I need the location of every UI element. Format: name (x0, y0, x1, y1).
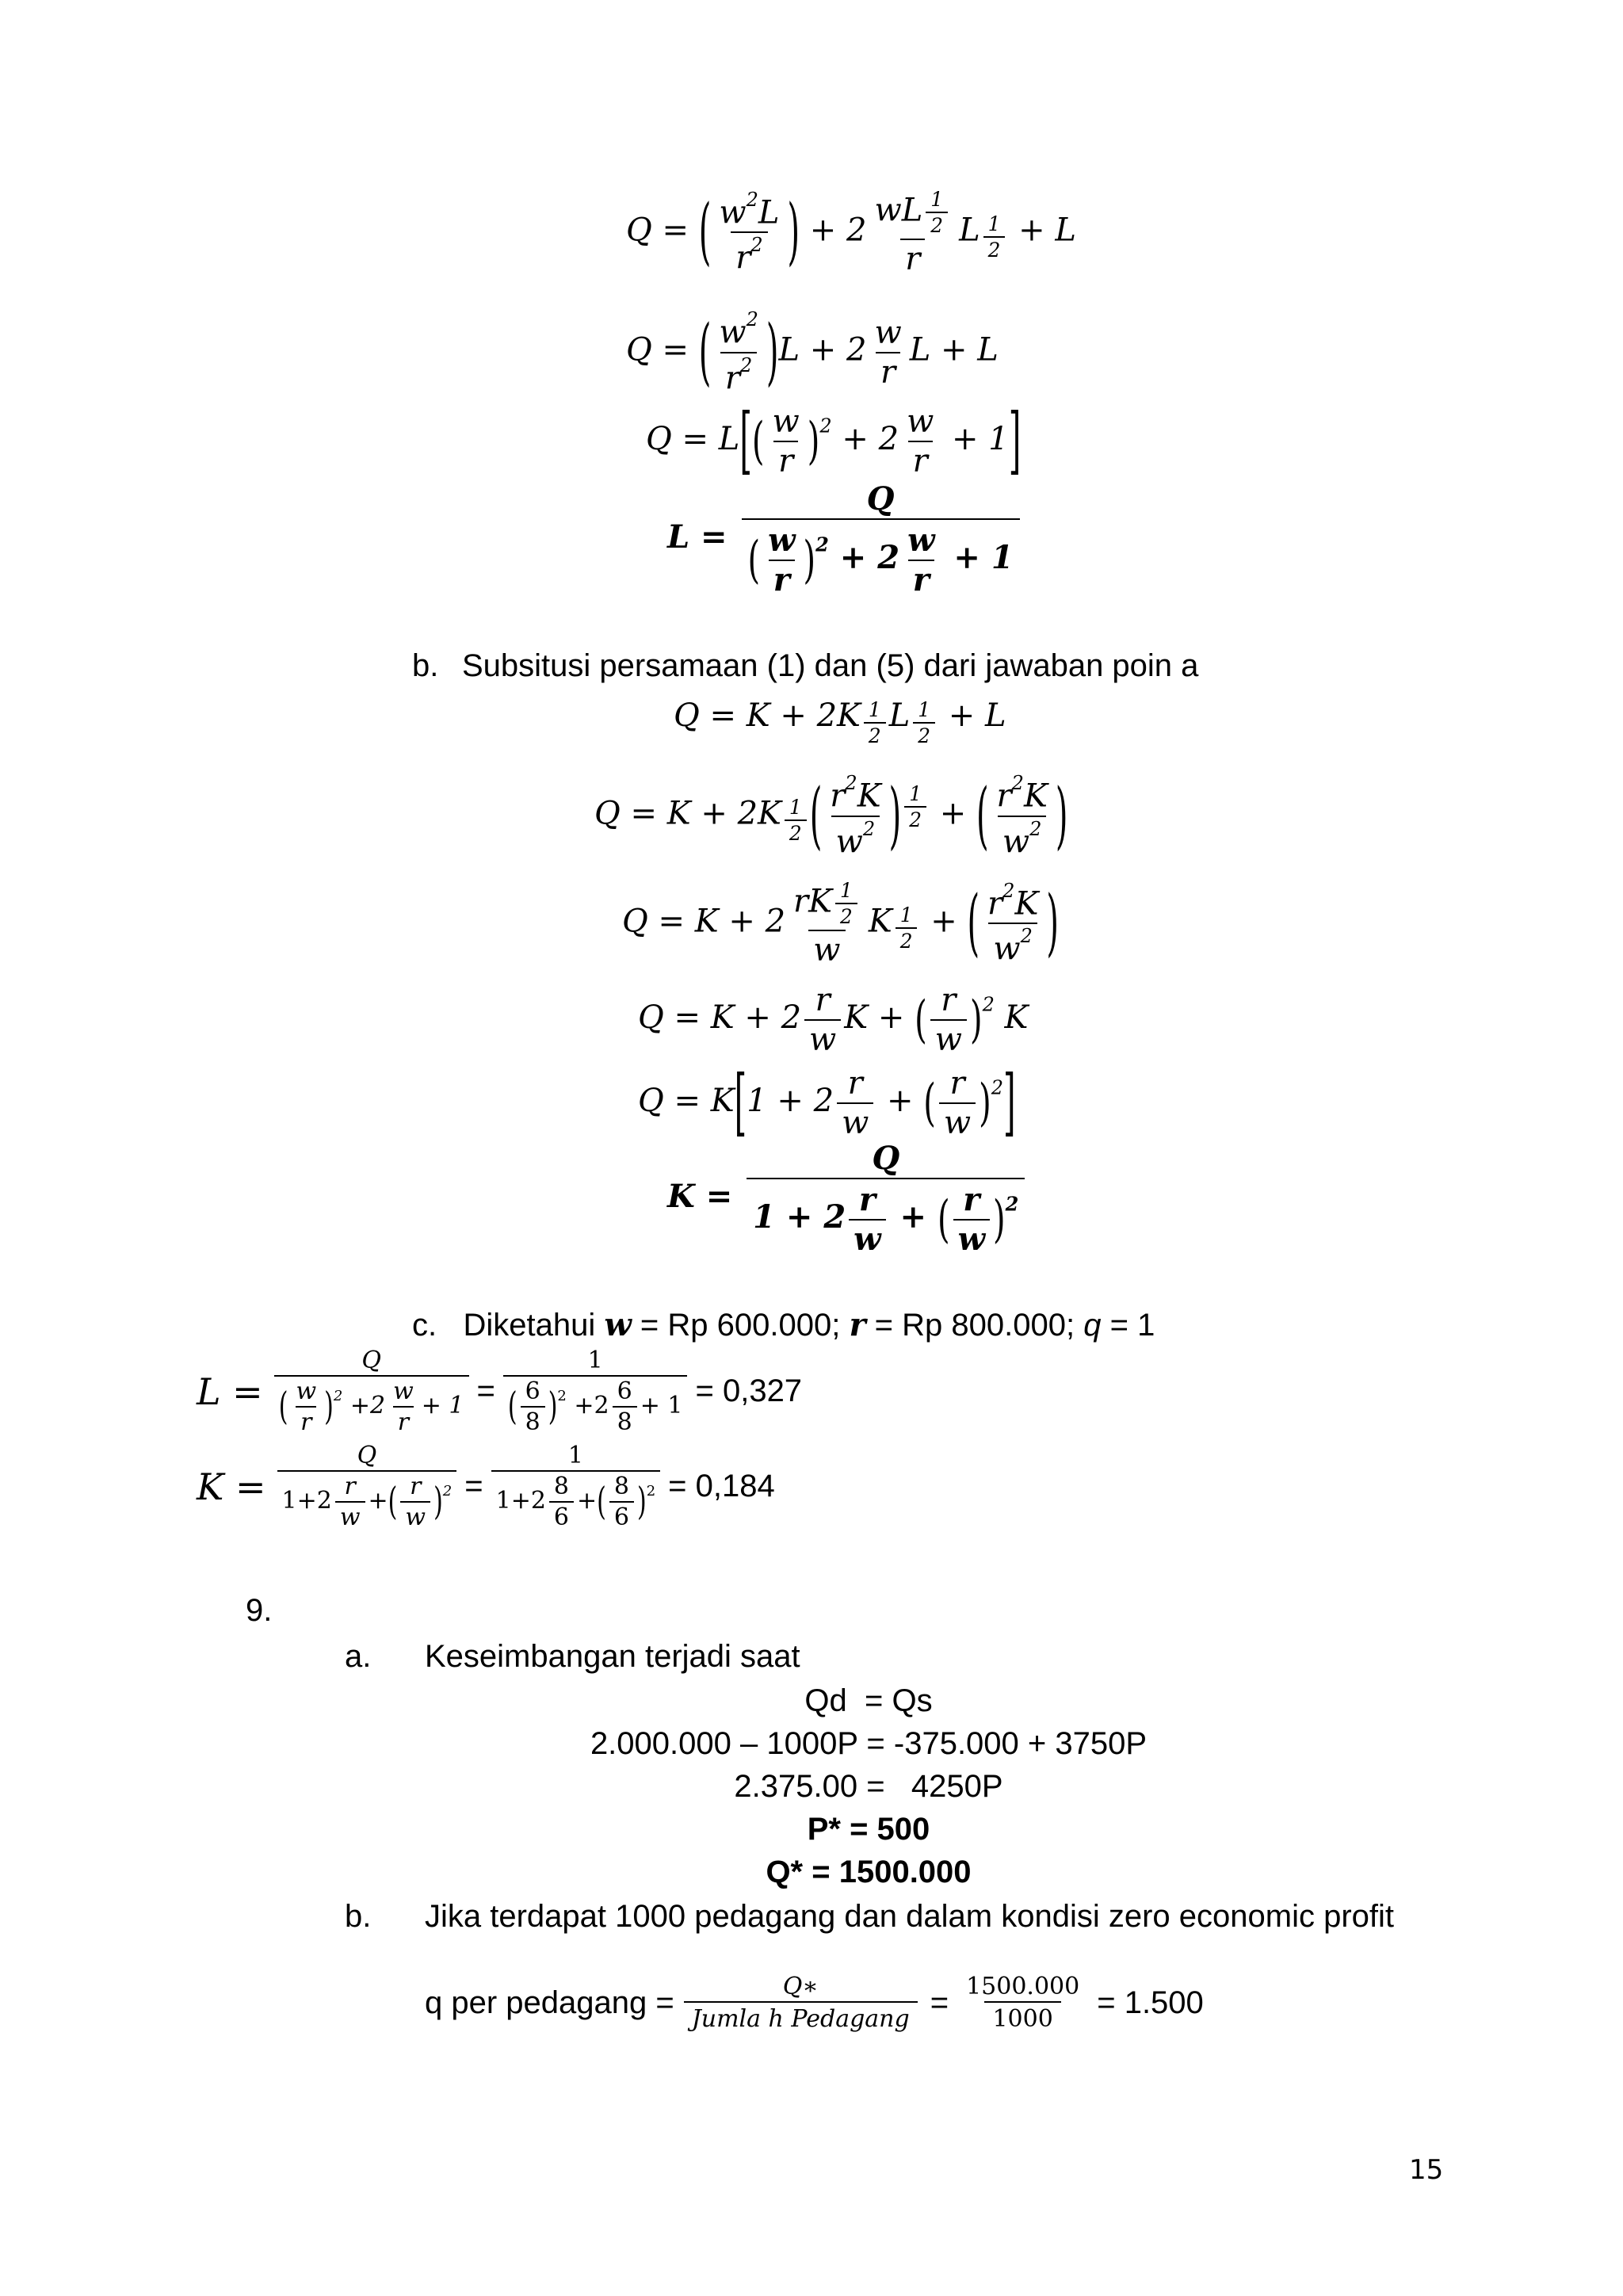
q-per-label: q per pedagang = (425, 1985, 674, 2020)
q-symbol: q (1083, 1308, 1102, 1343)
w-symbol: w (604, 1306, 632, 1343)
equation-q-1: Q = ( $\frac{w^2L}{r^2}$ ) + 2 wL $\frac{1}{2}$ r L $\frac{1}{2}$ + L (626, 188, 1076, 277)
part-b-text: Subsitusi persamaan (1) dan (5) dari jawaban poin a (462, 648, 1199, 683)
part-c-label: c. (412, 1308, 437, 1343)
q-per-result: = 1.500 (1097, 1985, 1204, 2020)
jumlah-pedagang-den: Jumla h Pedagang (684, 2001, 918, 2032)
q9-p-star: P* = 500 (807, 1812, 930, 1847)
page-number: 15 (1409, 2154, 1444, 2186)
equation-b-2: Q = K + 2K $\frac{1}{2}$ ( $\frac{r^2K}{w^2}$ ) $\frac{1}{2}$ + ( $\frac{r^2K}{w^2}$ ) (594, 772, 1068, 861)
q-den2: 1000 (984, 2001, 1060, 2032)
k-computation: K = Q 1+2 $\frac{r}{w}$ +( $\frac{r}{w}$ )$^2$ = 1 1+2 $\frac{8}{6}$ +( $\frac{8}{6}$ )$^2$ = 0,184 (197, 1442, 775, 1531)
k-result: = 0,184 (668, 1469, 775, 1503)
q9-b-label: b. (345, 1899, 372, 1934)
equation-b-4: Q = K + 2 $\frac{r}{w}$ K + ( $\frac{r}{w}$ )$^2$ K (638, 982, 1029, 1058)
l-computation: L = Q ( $\frac{w}{r}$ )$^2$ +2 $\frac{w}{r}$ + 1 = 1 ( $\frac{6}{8}$ )$^2$ +2 $\frac{6}{8}$ + 1 = 0,327 (197, 1347, 803, 1436)
r-symbol: r (849, 1306, 866, 1343)
equation-b-1: Q = K + 2K $\frac{1}{2}$ L $\frac{1}{2}$ + L (674, 697, 1006, 747)
q9-a-text: Keseimbangan terjadi saat (425, 1639, 800, 1674)
l-result: = 0,327 (695, 1373, 803, 1408)
part-c-line (412, 1306, 1155, 1343)
equation-l-result: L = Q ( $\frac{w}{r}$ )$^2$ + 2 $\frac{w}{r}$ + 1 (667, 482, 1023, 598)
q-per-pedagang-equation: q per pedagang = $\frac{Q∗}{\text{Jumla h Pedagang}}$ = $\frac{1500.000}{1000}$ = 1.500 (425, 1973, 1204, 2033)
part-c-prefix: Diketahui (463, 1308, 596, 1343)
q9-line-1: Qd = Qs (804, 1683, 933, 1718)
q9-b-text: Jika terdapat 1000 pedagang dan dalam kondisi zero economic profit (425, 1899, 1395, 1934)
q9-line-2: 2.000.000 – 1000P = -375.000 + 3750P (590, 1726, 1148, 1761)
equation-b-5: Q = K[1 + 2 $\frac{r}{w}$ + ( $\frac{r}{w}$ )$^2$] (638, 1061, 1016, 1145)
q-star-num: Q∗ (782, 1973, 819, 2000)
equation-b-3: Q = K + 2 rK $\frac{1}{2}$ w K $\frac{1}{2}$ + ( $\frac{r^2K}{w^2}$ ) (622, 879, 1059, 968)
r-value: = Rp 800.000; (874, 1308, 1075, 1343)
q9-q-star: Q* = 1500.000 (766, 1855, 972, 1889)
q-value: = 1 (1109, 1308, 1155, 1343)
q9-line-3: 2.375.00 = 4250P (734, 1769, 1003, 1804)
equation-q-2: Q = ( $\frac{w^2}{r^2}$ )L + 2 $\frac{w}{r}$ L + L (626, 308, 999, 397)
q9-a-label: a. (345, 1639, 372, 1674)
q-num2: 1500.000 (966, 1973, 1080, 2000)
equation-k-result: K = Q 1 + 2 $\frac{r}{w}$ + ( $\frac{r}{w}$ )$^2$ (667, 1141, 1028, 1257)
part-b-label: b. (412, 648, 439, 683)
equation-q-3: Q = L[( $\frac{w}{r}$ )$^2$ + 2 $\frac{w}{r}$ + 1] (646, 399, 1022, 483)
w-value: = Rp 600.000; (640, 1308, 841, 1343)
question-9-number: 9. (246, 1593, 273, 1628)
